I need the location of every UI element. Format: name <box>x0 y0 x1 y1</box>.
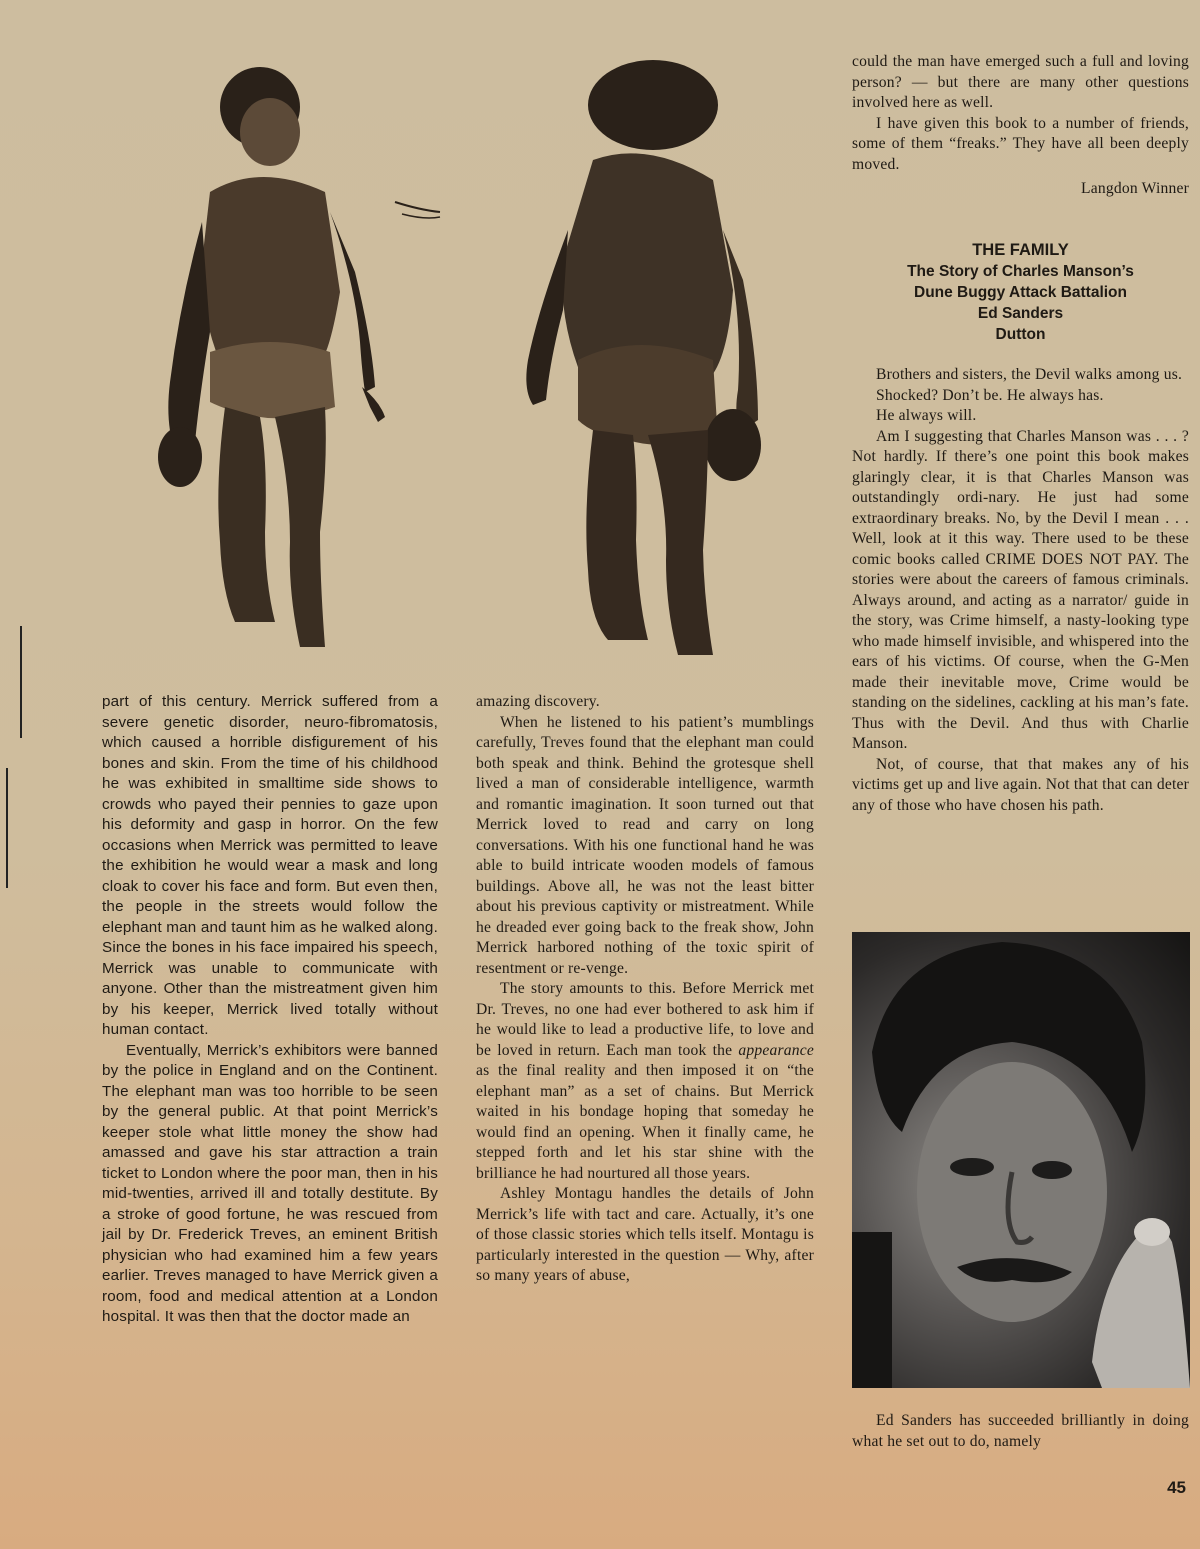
right-column-bottom <box>852 1411 1189 1452</box>
paragraph: Ed Sanders has succeeded brilliantly in doing what he set out to do, namely <box>852 1412 1189 1450</box>
paragraph: part of this century. Merrick suffered from a severe genetic disorder, neuro-fibromatosis, which caused a horrible disfigurement of his bones and skin. From the time of his childhood he was exhibited in smalltime side shows to crowds who payed their pennies to gaze upon his deformity and gasp in horror. On the few occasions when Merrick was permitted to leave the exhibition he would wear a mask and long cloak to cover his face and form. But even then, the people in the streets would follow the elephant man and taunt him as he walked along. Since the bones in his face impaired his speech, Merrick was unable to communicate with anyone. Other than the mistreatment given him by his keeper, Merrick lived totally without human contact. <box>102 693 438 1038</box>
text-span: The story amounts to this. Before Merrick met Dr. Treves, no one had ever bothered to ask him if he would like to lead a productive life, to love and be loved in return. Each man took the <box>476 980 814 1059</box>
paragraph: Brothers and sisters, the Devil walks among us. <box>876 366 1183 383</box>
portrait-drawing <box>852 932 1190 1388</box>
paragraph: Am I suggesting that Charles Manson was . . . ? Not hardly. If there’s one point this book makes glaringly clear, it is that Charles Manson was outstandingly ordi-nary. He just had some extraordinary breaks. No, by the Devil I mean . . . Well, look at it this way. There used to be these comic books called CRIME DOES NOT PAY. The stories were about the careers of famous criminals. Always around, and acting as a narrator/ guide in the story, was Crime himself, a nasty-looking type who made himself invisible, and whispered into the ears of his victims. Of course, when the G-Men made their inevitable move, Crime would be standing on the sidelines, cackling at his man’s fate. Thus with the Devil. And thus with Charlie Manson. <box>852 427 1189 752</box>
paragraph: Not, of course, that that makes any of his victims get up and live again. Not that that can deter any of those who have chosen his path. <box>852 755 1189 814</box>
margin-rule <box>6 768 8 888</box>
book-author: Ed Sanders <box>977 305 1064 322</box>
margin-rule <box>20 626 22 738</box>
page-number: 45 <box>1167 1478 1186 1497</box>
book-subtitle: Dune Buggy Attack Battalion <box>914 284 1127 301</box>
paragraph: He always will. <box>876 407 977 424</box>
left-column <box>102 692 438 1328</box>
paragraph: Eventually, Merrick’s exhibitors were banned by the police in England and on the Continent. The elephant man was too horrible to be seen by the general public. At that point Merrick’s keeper stole what little money the show had amassed and gave his star attraction a train ticket to London where the poor man, then in his mid-twenties, arrived ill and totally destitute. By a stroke of good fortune, he was rescued from jail by Dr. Frederick Treves, an eminent British physician who had examined him a few years earlier. Treves managed to have Merrick given a room, food and medical attention at a London hospital. It was then that the doctor made an <box>102 1041 438 1325</box>
elephant-man-rear-illustration <box>508 60 768 660</box>
book-title: THE FAMILY <box>972 241 1069 259</box>
text-span: as the final reality and then imposed it on “the elephant man” as a set of chains. But Merrick waited in his bondage hoping that someday he would find an opening. When it finally came, he stepped forth and let his star shine with the brilliance he had nourtured all those years. <box>476 1062 814 1182</box>
emphasis: appearance <box>738 1041 814 1059</box>
review-header <box>852 240 1189 345</box>
paragraph: amazing discovery. <box>476 693 600 710</box>
paragraph: Ashley Montagu handles the details of John Merrick’s life with tact and care. Actually, it’s one of those classic stories which tells itself. Montagu is particularly interested in the question — Why, after so many years of abuse, <box>476 1185 814 1284</box>
paragraph: could the man have emerged such a full and loving person? — but there are many other questions involved here as well. <box>852 53 1189 111</box>
middle-column <box>476 692 814 1287</box>
elephant-man-front-illustration <box>140 62 450 668</box>
book-subtitle: The Story of Charles Manson’s <box>907 263 1134 280</box>
ed-sanders-photo <box>852 932 1190 1388</box>
paragraph <box>476 979 814 1184</box>
paragraph: I have given this book to a number of friends, some of them “freaks.” They have all been deeply moved. <box>852 114 1189 173</box>
book-publisher: Dutton <box>995 326 1046 343</box>
right-column-top <box>852 52 1189 200</box>
right-column-body <box>852 365 1189 816</box>
paragraph: When he listened to his patient’s mumblings carefully, Treves found that the elephant man could both speak and think. Behind the grotesque shell lived a man of considerable intelligence, warmth and romantic imagination. It soon turned out that Merrick loved to read and carry on long conversations. With his one functional hand he was able to build intricate wooden models of famous buildings. Above all, he was not the least bitter about his previous captivity or mistreatment. While he dreaded ever going back to the freak show, John Merrick harbored nothing of the toxic spirit of resentment or re-venge. <box>476 713 814 977</box>
review-signature: Langdon Winner <box>1081 180 1189 197</box>
paragraph: Shocked? Don’t be. He always has. <box>876 386 1104 404</box>
